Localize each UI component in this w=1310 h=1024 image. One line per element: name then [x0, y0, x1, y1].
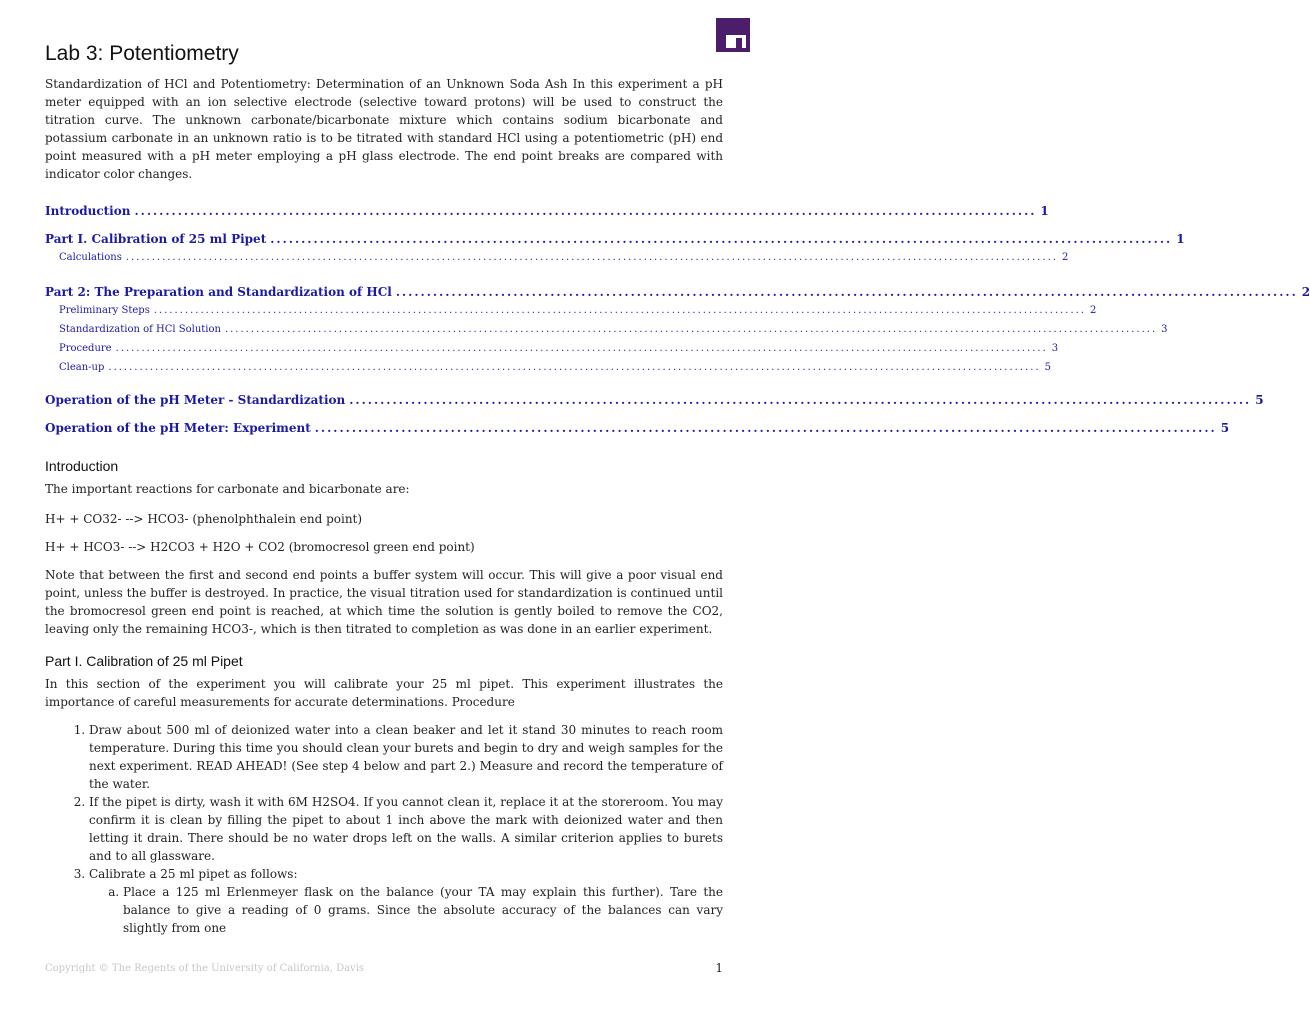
- list-item: 1. Draw about 500 ml of deionized water into a clean beaker and let it stand 30 minutes to reach room temperature. During this time you should clean your burets and begin to dry and weigh samples for the next experiment. READ AHEAD! (See step 4 below and part 2.) Measure and record the temperature of the water.: [89, 721, 723, 793]
- part1-section: [45, 653, 723, 937]
- page-title: Lab 3: Potentiometry: [45, 42, 239, 65]
- toc-link-part1[interactable]: Part I. Calibration of 25 ml Pipet .................................................................................................................................................. 1: [45, 232, 1185, 246]
- part1-heading: Part I. Calibration of 25 ml Pipet: [45, 653, 243, 669]
- toc-link-ph-meter-standardization[interactable]: Operation of the pH Meter - Standardization .................................................................................................................................................. 5: [45, 393, 1264, 407]
- toc-link-calculations[interactable]: Calculations .................................................................................................................................................................................... 2: [59, 252, 1069, 263]
- reaction-equation-1: H+ + CO32- --> HCO3- (phenolphthalein end point): [45, 512, 363, 526]
- list-item: a. Place a 125 ml Erlenmeyer flask on the balance (your TA may explain this further). Tare the balance to give a reading of 0 grams. Since the absolute accuracy of the balances can vary slightly from one: [123, 883, 723, 937]
- reaction-equation-2: H+ + HCO3- --> H2CO3 + H2O + CO2 (bromocresol green end point): [45, 540, 475, 554]
- page-number: 1: [715, 961, 723, 975]
- table-of-contents: [45, 204, 1310, 441]
- toc-link-standardization[interactable]: Standardization of HCl Solution .................................................................................................................................................................................... 3: [59, 324, 1168, 335]
- procedure-list: [45, 721, 723, 937]
- list-item: 2. If the pipet is dirty, wash it with 6M H2SO4. If you cannot clean it, replace it at the storeroom. You may confirm it is clean by filling the pipet to about 1 inch above the mark with deionized water and then letting it drain. There should be no water drops left on the walls. A similar criterion applies to burets and to all glassware.: [89, 793, 723, 865]
- introduction-heading: Introduction: [45, 458, 119, 474]
- sub-procedure-list: [89, 883, 723, 937]
- intro-paragraph: Standardization of HCl and Potentiometry: Determination of an Unknown Soda Ash In this experiment a pH meter equipped with an ion selective electrode (selective toward protons) will be used to construct the titration curve. The unknown carbonate/bicarbonate mixture which contains sodium bicarbonate and potassium carbonate in an unknown ratio is to be titrated with standard HCl using a potentiometric (pH) end point measured with a pH meter employing a pH glass electrode. The end point breaks are compared with indicator color changes.: [45, 77, 723, 181]
- toc-link-clean-up[interactable]: Clean-up .................................................................................................................................................................................... 5: [59, 362, 1051, 373]
- toc-link-preliminary-steps[interactable]: Preliminary Steps .................................................................................................................................................................................... 2: [59, 305, 1097, 316]
- list-item: 3. Calibrate a 25 ml pipet as follows: a. Place a 125 ml Erlenmeyer flask on the balance (your TA may explain this further). Tare the balance to give a reading of 0 grams. Since the absolute accuracy of the balances can vary slightly from one: [89, 865, 723, 937]
- part1-lead: In this section of the experiment you will calibrate your 25 ml pipet. This experiment illustrates the importance of careful measurements for accurate determinations. Procedure: [45, 677, 723, 709]
- introduction-note: Note that between the first and second end points a buffer system will occur. This will give a poor visual end point, unless the buffer is destroyed. In practice, the visual titration used for standardization is continued until the bromocresol green end point is reached, at which time the solution is gently boiled to remove the CO2, leaving only the remaining HCO3-, which is then titrated to completion as was done in an earlier experiment.: [45, 568, 723, 636]
- toc-link-introduction[interactable]: Introduction .................................................................................................................................................. 1: [45, 204, 1049, 218]
- page-footer: [45, 963, 723, 974]
- document-page: [45, 42, 1310, 441]
- copyright-text: Copyright © The Regents of the University of California, Davis: [45, 963, 365, 974]
- introduction-lead: The important reactions for carbonate and bicarbonate are:: [45, 482, 410, 496]
- toc-link-ph-meter-experiment[interactable]: Operation of the pH Meter: Experiment .................................................................................................................................................. 5: [45, 421, 1230, 435]
- toc-link-procedure[interactable]: Procedure .................................................................................................................................................................................... 3: [59, 343, 1059, 354]
- toc-link-part2[interactable]: Part 2: The Preparation and Standardization of HCl .................................................................................................................................................. 2: [45, 285, 1310, 299]
- introduction-section: [45, 458, 723, 638]
